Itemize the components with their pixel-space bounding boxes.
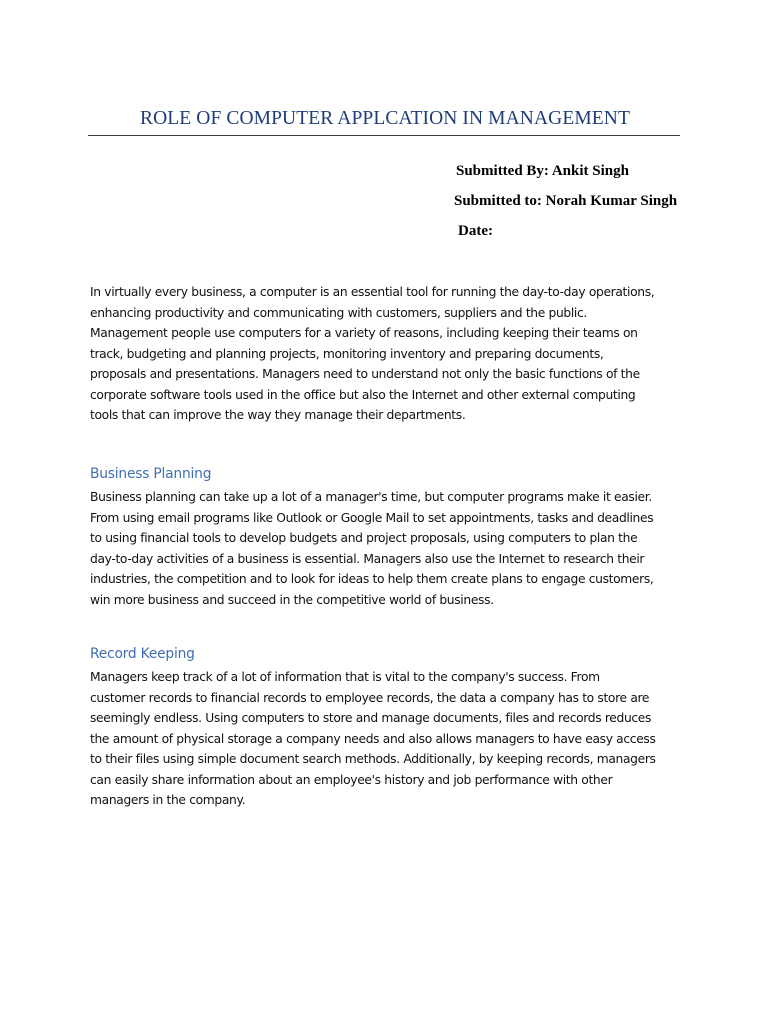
record-keeping-heading: Record Keeping: [90, 646, 195, 662]
paragraph-line: to using financial tools to develop budgets and project proposals, using computers to plan the: [90, 531, 638, 545]
paragraph-line: tools that can improve the way they manage their departments.: [90, 408, 466, 422]
paragraph-line: corporate software tools used in the office but also the Internet and other external computing: [90, 387, 636, 402]
paragraph-line: can easily share information about an employee's history and job performance with other: [90, 772, 613, 787]
paragraph-line: track, budgeting and planning projects, monitoring inventory and preparing documents,: [90, 346, 604, 361]
paragraph-line: win more business and succeed in the competitive world of business.: [90, 592, 494, 607]
paragraph-line: managers in the company.: [90, 793, 246, 807]
paragraph-line: From using email programs like Outlook or Google Mail to set appointments, tasks and deadlines: [90, 510, 654, 525]
submitted-by-line: Submitted By: Ankit Singh: [456, 163, 629, 179]
paragraph-line: enhancing productivity and communicating with customers, suppliers and the public.: [90, 305, 587, 320]
business-planning-heading: Business Planning: [90, 466, 212, 482]
business-planning-paragraph: [90, 487, 690, 610]
paragraph-line: Business planning can take up a lot of a manager's time, but computer programs make it easier.: [90, 490, 652, 504]
paragraph-line: seemingly endless. Using computers to store and manage documents, files and records reduces: [90, 711, 652, 725]
record-keeping-paragraph: [90, 667, 690, 811]
paragraph-line: the amount of physical storage a company needs and also allows managers to have easy access: [90, 731, 656, 746]
paragraph-line: In virtually every business, a computer is an essential tool for running the day-to-day operations,: [90, 285, 655, 299]
paragraph-line: proposals and presentations. Managers need to understand not only the basic functions of the: [90, 367, 640, 381]
submitted-to-line: Submitted to: Norah Kumar Singh: [454, 193, 678, 209]
paragraph-line: industries, the competition and to look for ideas to help them create plans to engage customers,: [90, 572, 654, 586]
document-title: ROLE OF COMPUTER APPLCATION IN MANAGEMENT: [140, 108, 630, 129]
paragraph-line: Managers keep track of a lot of information that is vital to the company's success. From: [90, 670, 600, 684]
paragraph-line: day-to-day activities of a business is essential. Managers also use the Internet to research their: [90, 551, 645, 566]
paragraph-line: Management people use computers for a variety of reasons, including keeping their teams on: [90, 326, 638, 340]
paragraph-line: customer records to financial records to employee records, the data a company has to store are: [90, 690, 650, 705]
paragraph-line: to their files using simple document search methods. Additionally, by keeping records, managers: [90, 752, 656, 766]
intro-paragraph: [90, 282, 690, 426]
date-line: Date:: [458, 223, 493, 239]
title-underline-rule: [88, 135, 680, 136]
